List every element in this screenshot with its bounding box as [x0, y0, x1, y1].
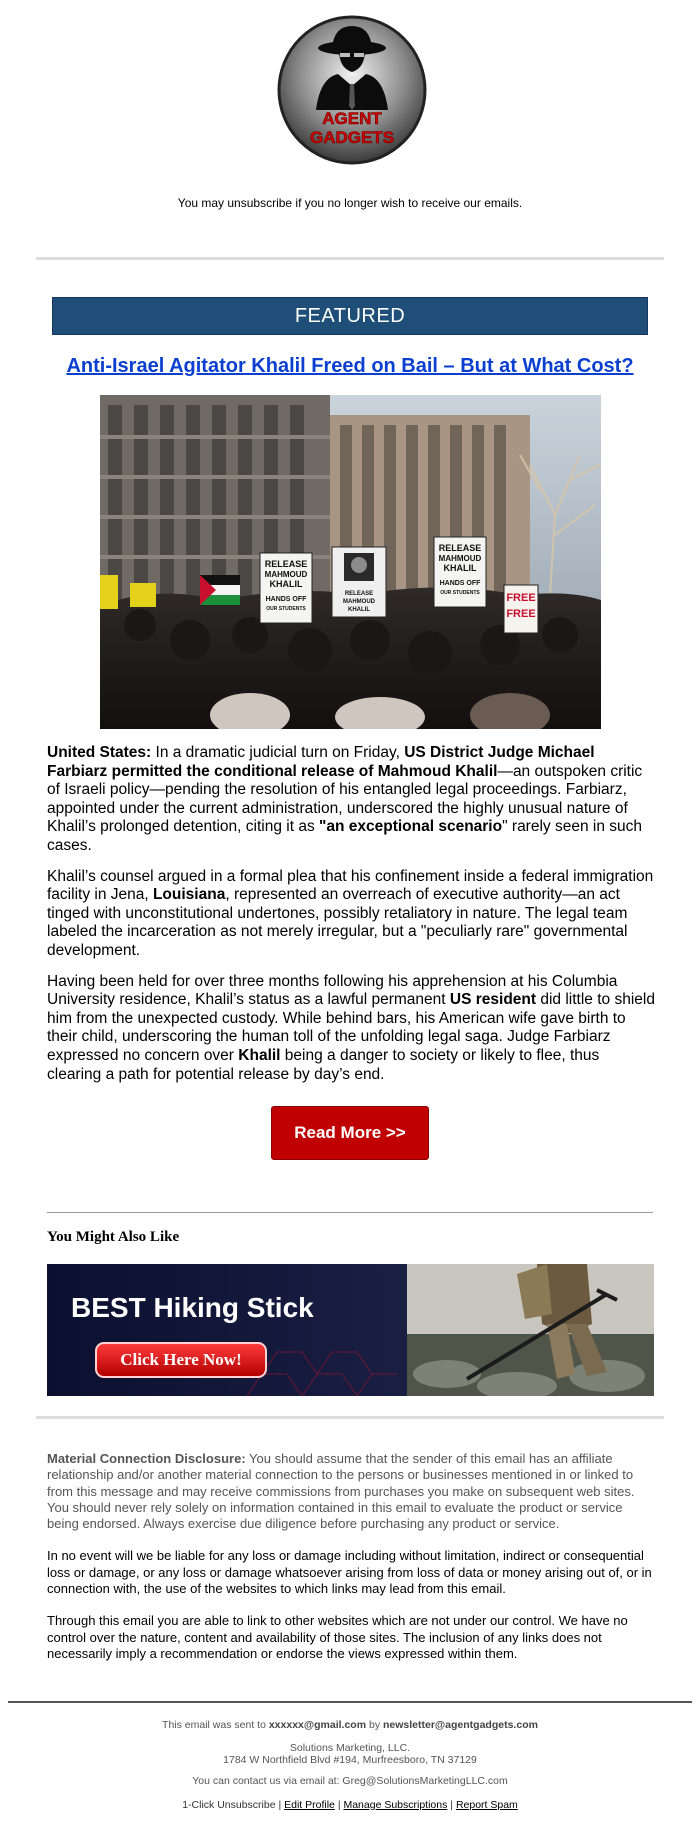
manage-subscriptions-link[interactable]: Manage Subscriptions: [343, 1799, 448, 1811]
contact-line: You can contact us via email at: Greg@SolutionsMarketingLLC.com: [192, 1775, 508, 1787]
hiking-stick-ad-banner[interactable]: [47, 1264, 654, 1396]
sent-to-line: This email was sent to xxxxxx@gmail.com by newsletter@agentgadgets.com: [162, 1719, 538, 1731]
sign-small-khalil: KHALIL: [348, 607, 370, 613]
company-address: [0, 1742, 700, 1766]
banner-title: BEST Hiking Stick: [71, 1292, 314, 1323]
sign-text-release: RELEASE: [264, 559, 308, 569]
logo-text-agent: AGENT: [322, 109, 382, 128]
divider: [47, 1212, 653, 1213]
dateline: United States:: [47, 744, 152, 761]
footer-divider: [8, 1701, 692, 1703]
sign-small-mahmoud: MAHMOUD: [343, 599, 375, 605]
edit-profile-link[interactable]: Edit Profile: [284, 1799, 335, 1811]
article-photo[interactable]: [100, 395, 601, 729]
sign-small-release: RELEASE: [344, 591, 374, 597]
sign-text-hands-off: HANDS OFF: [265, 596, 307, 603]
street-address: 1784 W Northfield Blvd #194, Murfreesboro, TN 37129: [223, 1754, 477, 1766]
sign-3-our-students: OUR STUDENTS: [440, 590, 480, 596]
you-might-also-like-heading: You Might Also Like: [47, 1229, 180, 1245]
sign-text-khalil: KHALIL: [269, 579, 303, 589]
sign-3-mahmoud: MAHMOUD: [438, 554, 482, 563]
report-spam-link[interactable]: Report Spam: [455, 1799, 518, 1811]
divider: [36, 1416, 664, 1419]
article-paragraph: Having been held for over three months following his apprehension at his Columbia University residence, Khalil’s status as a lawful permanent US resident did little to shield him from the unexpected custody. While behind bars, his American wife gave birth to their child, underscoring the human toll of the unfolding legal saga. Judge Farbiarz expressed no concern over Khalil being a danger to society or likely to flee, thus clearing a path for potential release by day’s end.: [47, 972, 655, 1083]
article-headline-link[interactable]: Anti-Israel Agitator Khalil Freed on Bail – But at What Cost?: [66, 355, 634, 377]
logo-text-gadgets: GADGETS: [309, 128, 395, 147]
sign-3-hands-off: HANDS OFF: [439, 580, 481, 587]
external-links-disclaimer: Through this email you are able to link to other websites which are not under our control. We have no control over the nature, content and availability of those sites. The inclusion of any links does not necessarily imply a recommendation or endorse the views expressed within them.: [47, 1613, 628, 1661]
material-connection-disclosure: Material Connection Disclosure: You should assume that the sender of this email has an affiliate relationship and/or another material connection to the persons or businesses mentioned in or linked to from this message and may receive commissions from purchases you make on subsequent web sites. You should never rely solely on information contained in this email to evaluate the product or service being endorsed. Always exercise due diligence before purchasing any product or service.: [47, 1451, 635, 1532]
sign-3-release: RELEASE: [438, 543, 482, 553]
protest-photo-image: [100, 395, 601, 729]
click-here-now-button[interactable]: Click Here Now!: [95, 1342, 267, 1378]
sign-3-khalil: KHALIL: [443, 563, 477, 573]
article-paragraph: United States: In a dramatic judicial turn on Friday, US District Judge Michael Farbiarz permitted the conditional release of Mahmoud Khalil—an outspoken critic of Israeli policy—pending the resolution of his entangled legal proceedings. Farbiarz, appointed under the current administration, underscored the highly unusual nature of Khalil’s prolonged detention, citing it as "an exceptional scenario" rarely seen in such cases.: [47, 744, 643, 854]
read-more-button[interactable]: Read More >>: [271, 1106, 429, 1160]
sign-text-our-students: OUR STUDENTS: [266, 606, 306, 612]
company-name: Solutions Marketing, LLC.: [289, 1742, 411, 1754]
liability-disclaimer: In no event will we be liable for any loss or damage including without limitation, indirect or consequential loss or damage, or any loss or damage whatsoever arising from loss of data or money arising out of, or in connection with, the use of the websites to which links may lead from this email.: [47, 1548, 652, 1597]
sign-free-2: FREE: [506, 608, 536, 620]
recipient-email: xxxxxx@gmail.com: [268, 1719, 367, 1731]
article-paragraph: Khalil’s counsel argued in a formal plea that his confinement inside a federal immigration facility in Jena, Louisiana, represented an overreach of executive authority—an act tinged with unconstitutional undertones, possibly retaliatory in nature. The legal team labeled the incarceration as not merely irregular, but a "peculiarly rare" governmental development.: [47, 867, 654, 959]
agent-gadgets-logo[interactable]: [276, 14, 428, 166]
sign-free-1: FREE: [506, 592, 536, 604]
one-click-unsubscribe[interactable]: 1-Click Unsubscribe: [182, 1799, 276, 1811]
footer-links: 1-Click Unsubscribe | Edit Profile | Manage Subscriptions | Report Spam: [182, 1799, 518, 1811]
disclosure-section: [47, 1451, 657, 1678]
sign-text-mahmoud: MAHMOUD: [264, 570, 308, 579]
article-body: [47, 744, 657, 1096]
unsubscribe-notice: You may unsubscribe if you no longer wish to receive our emails.: [177, 196, 523, 210]
divider: [36, 257, 664, 260]
spy-logo-icon: [276, 14, 428, 166]
featured-banner: FEATURED: [52, 297, 648, 335]
sender-email: newsletter@agentgadgets.com: [383, 1719, 538, 1731]
